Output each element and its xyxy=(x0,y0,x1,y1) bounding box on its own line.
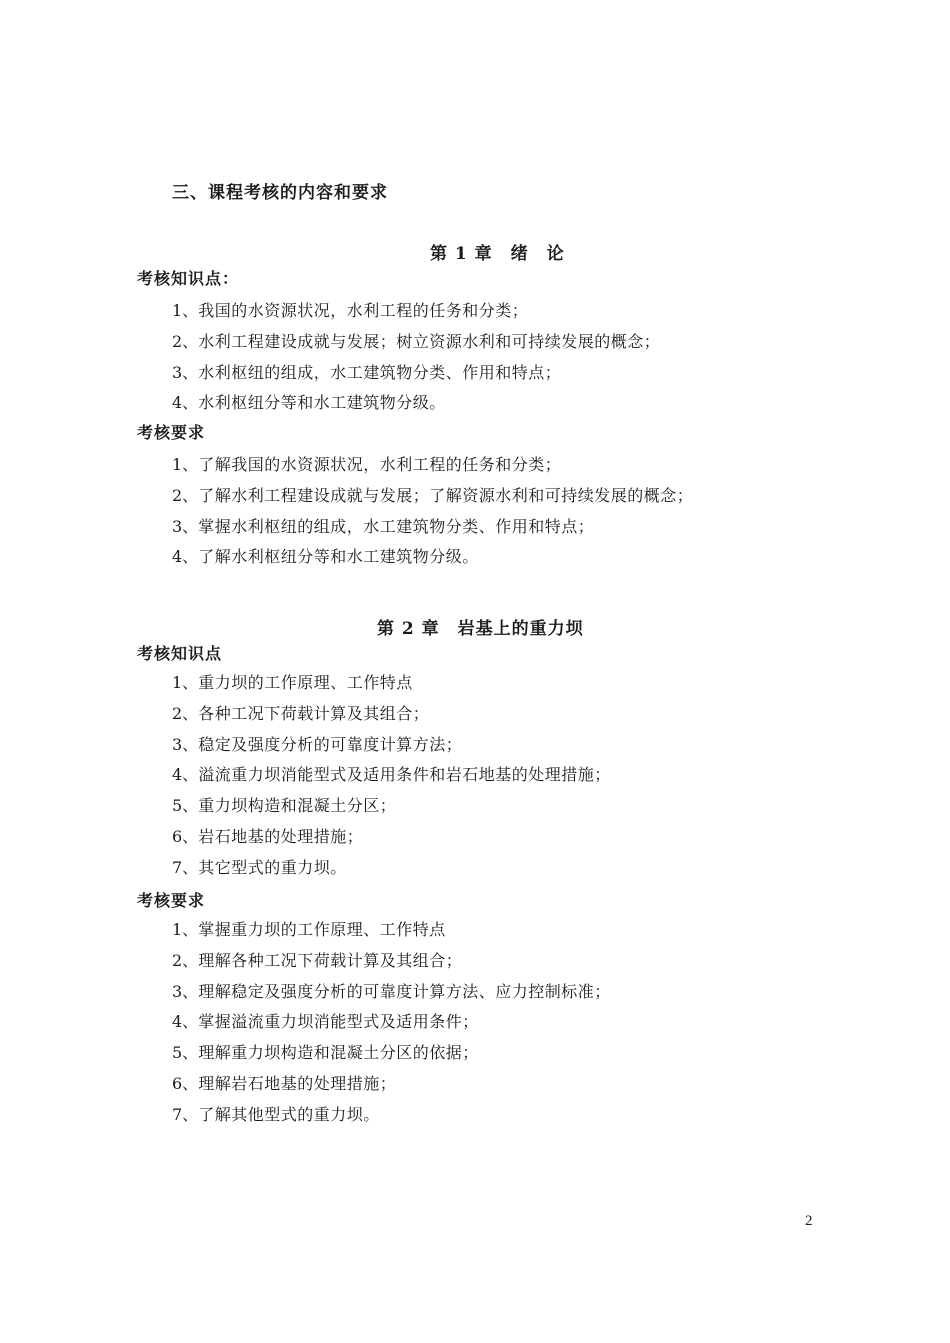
list-item: 2、水利工程建设成就与发展；树立资源水利和可持续发展的概念； xyxy=(172,331,661,351)
chapter-2-requirements-label: 考核要求 xyxy=(137,891,206,910)
list-item: 4、溢流重力坝消能型式及适用条件和岩石地基的处理措施； xyxy=(172,765,611,785)
chapter-2-heading: 第 2 章 岩基上的重力坝 xyxy=(377,619,584,639)
list-item: 3、水利枢纽的组成，水工建筑物分类、作用和特点； xyxy=(172,362,562,382)
list-item: 5、重力坝构造和混凝土分区； xyxy=(172,796,397,816)
list-item: 3、稳定及强度分析的可靠度计算方法； xyxy=(172,734,463,754)
list-item: 6、理解岩石地基的处理措施； xyxy=(172,1073,397,1093)
list-item: 6、岩石地基的处理措施； xyxy=(172,826,364,846)
list-item: 4、了解水利枢纽分等和水工建筑物分级。 xyxy=(172,547,479,567)
list-item: 7、了解其他型式的重力坝。 xyxy=(172,1104,380,1124)
chapter-1-requirements-list xyxy=(172,450,693,573)
section-title: 三、课程考核的内容和要求 xyxy=(172,183,388,203)
list-item: 1、我国的水资源状况，水利工程的任务和分类； xyxy=(172,301,529,320)
list-item: 1、掌握重力坝的工作原理、工作特点 xyxy=(172,920,446,939)
chapter-2-knowledge-list xyxy=(172,668,611,884)
list-item: 5、理解重力坝构造和混凝土分区的依据； xyxy=(172,1043,479,1063)
list-item: 3、理解稳定及强度分析的可靠度计算方法、应力控制标准； xyxy=(172,981,611,1001)
chapter-1-knowledge-label: 考核知识点： xyxy=(137,269,240,288)
page-number: 2 xyxy=(805,1213,813,1229)
list-item: 4、掌握溢流重力坝消能型式及适用条件； xyxy=(172,1012,479,1032)
chapter-2-knowledge-label: 考核知识点 xyxy=(137,644,223,663)
chapter-1-knowledge-list xyxy=(172,296,660,419)
list-item: 2、了解水利工程建设成就与发展；了解资源水利和可持续发展的概念； xyxy=(172,485,694,505)
chapter-1-heading: 第 1 章 绪 论 xyxy=(430,244,565,264)
list-item: 4、水利枢纽分等和水工建筑物分级。 xyxy=(172,393,446,413)
list-item: 1、重力坝的工作原理、工作特点 xyxy=(172,673,413,692)
list-item: 3、掌握水利枢纽的组成，水工建筑物分类、作用和特点； xyxy=(172,516,595,536)
chapter-1-requirements-label: 考核要求 xyxy=(137,423,206,442)
list-item: 1、了解我国的水资源状况，水利工程的任务和分类； xyxy=(172,455,562,474)
list-item: 2、各种工况下荷载计算及其组合； xyxy=(172,703,430,723)
chapter-2-requirements-list xyxy=(172,915,611,1131)
list-item: 7、其它型式的重力坝。 xyxy=(172,857,347,877)
list-item: 2、理解各种工况下荷载计算及其组合； xyxy=(172,950,463,970)
